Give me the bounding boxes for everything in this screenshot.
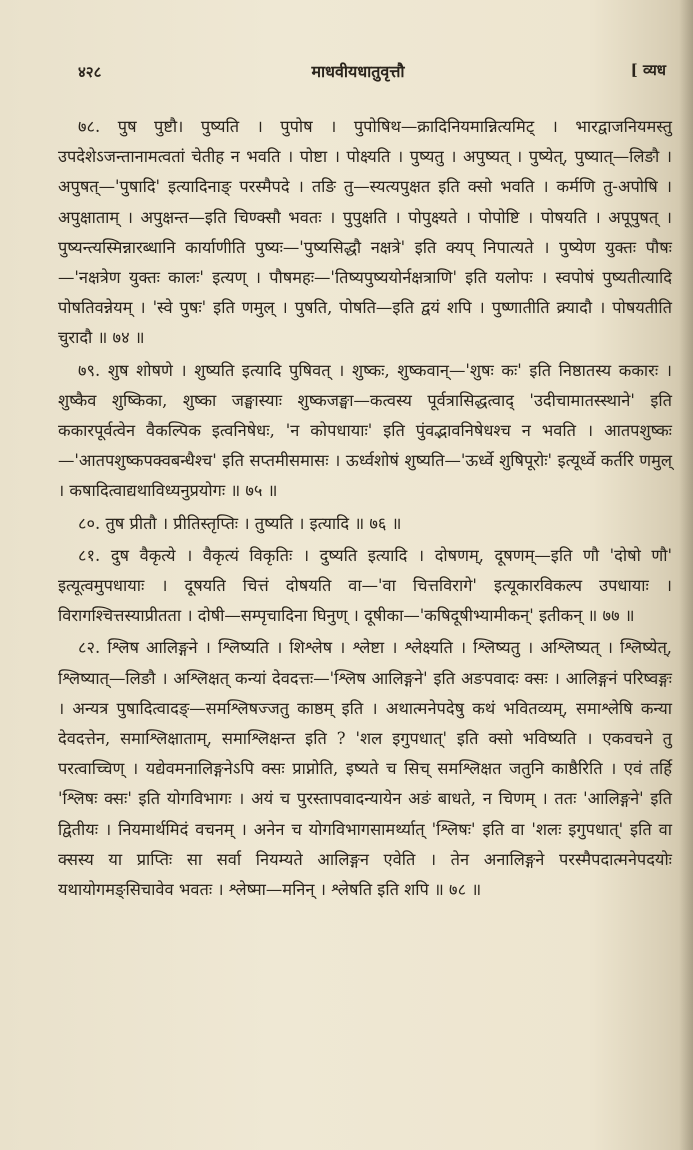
paragraph-82: ८२. श्लिष आलिङ्गने । श्लिष्यति । शिश्लेष । श्लेष्टा । श्लेक्ष्यति । श्लिष्यतु । अश्लिष्यत् । श्लिष्येत्, श्लिष्यात्—लिङौ । अश्लिक्षत् कन्यां देवदत्तः—'श्लिष आलिङ्गने' इति अङपवादः क्सः । आलिङ्गनं परिष्वङ्गः । अन्यत्र पुषादित्वादङ्—समश्लिषज्जतु काष्ठम् इति । अथात्मनेपदेषु कथं भवितव्यम्, समाश्लेषि कन्या देवदत्तेन, समाश्लिक्षाताम्, समाश्लिक्षन्त इति ? 'शल इगुपधात्' इति क्सो भविष्यति । एकवचने तु परत्वाच्चिण् । यद्येवमनालिङ्गनेऽपि क्सः प्राप्नोति, इष्यते च सिच् समश्लिक्षत जतुनि काष्ठैरिति । एवं तर्हि 'श्लिषः क्सः' इति योगविभागः । अयं च पुरस्तापवादन्यायेन अङं बाधते, न चिणम् । ततः 'आलिङ्गने' इति द्वितीयः । नियमार्थमिदं वचनम् । अनेन च योगविभागसामर्थ्यात् 'श्लिषः' इति वा 'शलः इगुपधात्' इति वा क्सस्य या प्राप्तिः सा सर्वा नियम्यते आलिङ्गन एवेति । तेन अनालिङ्गने परस्मैपदात्मनेपदयोः यथायोगमङ्सिचावेव भवतः । श्लेष्मा—मनिन् । श्लेषति इति शपि ॥ ७८ ॥ <box>58 638 672 900</box>
paragraph-81: ८१. दुष वैकृत्ये । वैकृत्यं विकृतिः । दुष्यति इत्यादि । दोषणम्, दूषणम्—इति णौ 'दोषो णौ' इत्यूत्वमुपधायाः । दूषयति चित्तं दोषयति वा—'वा चित्तविरागे' इत्यूकारविकल्प उपधायाः । विरागश्चित्तस्याप्रीतता । दोषी—सम्पृचादिना घिनुण् । दूषीका—'कषिदूषीभ्यामीकन्' इतीकन् ॥ ७७ ॥ <box>58 545 672 626</box>
paragraph-80: ८०. तुष प्रीतौ । प्रीतिस्तृप्तिः । तुष्यति । इत्यादि ॥ ७६ ॥ <box>78 513 402 533</box>
book-spine-shadow <box>679 0 693 1150</box>
page-header <box>78 58 666 88</box>
page-number: ४२८ <box>78 63 102 81</box>
paragraph-78: ७८. पुष पुष्टौ। पुष्यति । पुपोष । पुपोषिथ—क्रादिनियमान्नित्यमिट् । भारद्वाजनियमस्तु उपदेशेऽजन्तानामत्वतां चेतीह न भवति । पोष्टा । पोक्ष्यति । पुष्यतु । अपुष्यत् । पुष्येत्, पुष्यात्—लिङौ । अपुषत्—'पुषादि' इत्यादिनाङ् परस्मैपदे । तङि तु—स्यत्यपुक्षत इति क्सो भवति । कर्मणि तु-अपोषि । अपुक्षाताम् । अपुक्षन्त—इति चिण्क्सौ भवतः । पुपुक्षति । पोपुक्ष्यते । पोपोष्टि । पोषयति । अपूपुषत् । पुष्यन्त्यस्मिन्नारब्धानि कार्याणीति पुष्यः—'पुष्यसिद्धौ नक्षत्रे' इति क्यप् निपात्यते । पुष्येण युक्तः पौषः—'नक्षत्रेण युक्तः कालः' इत्यण् । पौषमहः—'तिष्यपुष्ययोर्नक्षत्राणि' इति यलोपः । स्वपोषं पुष्यतीत्यादि पोषतिवन्नेयम् । 'स्वे पुषः' इति णमुल् । पुषति, पोषति—इति द्वयं शपि । पुष्णातीति क्र्यादौ । पोषयतीति चुरादौ ॥ ७४ ॥ <box>58 117 672 348</box>
page-body <box>58 112 672 905</box>
running-title: माधवीयधातुवृत्तौ <box>311 62 405 81</box>
paragraph-79: ७९. शुष शोषणे । शुष्यति इत्यादि पुषिवत् । शुष्कः, शुष्कवान्—'शुषः कः' इति निष्ठातस्य ककारः । शुष्कैव शुष्किका, शुष्का जङ्घास्याः शुष्कजङ्घा—कत्वस्य पूर्वत्रासिद्धत्वाद् 'उदीचामातस्स्थाने' इति ककारपूर्वत्वेन वैकल्पिक इत्वनिषेधः, 'न कोपधायाः' इति पुंवद्भावनिषेधश्च न भवति । आतपशुष्कः—'आतपशुष्कपक्वबन्धैश्च' इति सप्तमीसमासः । ऊर्ध्वशोषं शुष्यति—'ऊर्ध्वे शुषिपूरोः' इत्यूर्ध्वे कर्तरि णमुल् । कषादित्वाद्यथाविध्यनुप्रयोगः ॥ ७५ ॥ <box>58 360 672 501</box>
section-marker: [ व्यध <box>630 61 666 79</box>
